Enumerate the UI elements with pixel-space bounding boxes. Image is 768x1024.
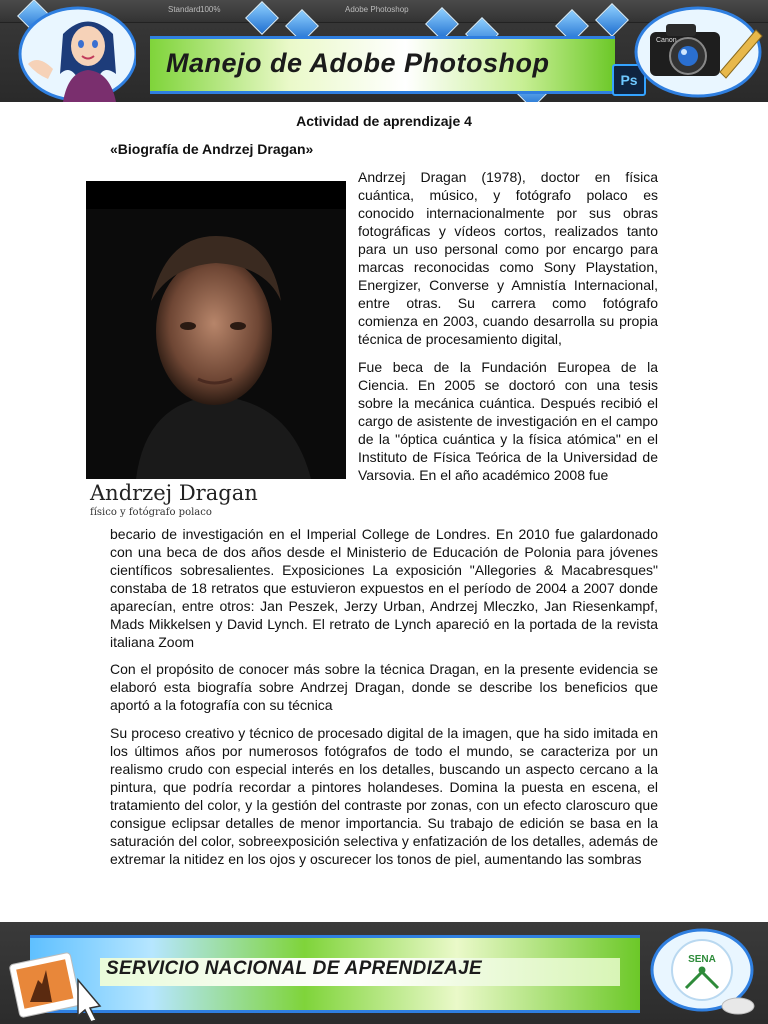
- footer-organization-name: SERVICIO NACIONAL DE APRENDIZAJE: [106, 958, 482, 979]
- full-width-paragraph: [110, 660, 658, 714]
- paragraph: Su proceso creativo y técnico de procesado digital de la imagen, que ha sido imitada en los últimos años por numerosos fotógrafos de todo el mundo, se caracteriza por un realismo crudo con especial interés en los detalles, buscando un aspecto cercano a la pintura, que podría recordar a pintores holandeses. Domina la puesta en escena, el tratamiento del color, y la gestión del contraste por zonas, con un efecto claroscuro que consigue eclipsar detalles de menor importancia. Su trabajo de edición se basa en la saturación del color, sobreexposición selectiva y enfatización de los detalles, además de extremar la nitidez en los ojos y oscurecer los tonos de piel, aumentando las sombras: [110, 725, 658, 867]
- camera-brand-label: Canon: [656, 37, 677, 44]
- paragraph: Andrzej Dragan (1978), doctor en física cuántica, músico, y fotógrafo polaco es conocido internacionalmente por sus obras fotográficas y vídeos cortos, realizados tanto para un uso personal como por encargo para marcas reconocidas como Sony Playstation, Energizer, Converse y Amnistía Internacional, entre otras. Su carrera como fotógrafo comienza en 2003, cuando desarrolla su propia técnica de procesamiento digital,: [358, 169, 658, 347]
- photoshop-logo-icon: Ps: [612, 64, 646, 96]
- biography-title: «Biografía de Andrzej Dragan»: [110, 141, 314, 157]
- sena-logo-label: SENA: [688, 954, 716, 965]
- portrait-photo: [86, 181, 346, 479]
- sena-logo-icon: [640, 926, 760, 1020]
- header-banner: [0, 0, 768, 102]
- full-width-paragraph: [110, 525, 658, 651]
- toolbar-app-title: Adobe Photoshop: [345, 5, 409, 14]
- toolbar-style-label: Standard: [168, 5, 201, 14]
- toolbar-zoom-label: 100%: [200, 5, 221, 14]
- footer-banner: [0, 922, 768, 1024]
- paragraph: becario de investigación en el Imperial College de Londres. En 2010 fue galardonado con una beca de dos años desde el Ministerio de Educación de Polonia para jóvenes científicos sobresalientes. Exposiciones La exposición "Allegories & Macabresques" constaba de 18 retratos que estuvieron expuestos en el período de 2004 a 2007 donde aparecían, entre otros: Jan Peszek, Jerzy Urban, Andrzej Mleczko, Jan Riesenkampf, Mads Mikkelsen y David Lynch. El retrato de Lynch apareció en la portada de la revista italiana Zoom: [110, 526, 658, 650]
- cartoon-woman-avatar-icon: [8, 4, 136, 102]
- header-title: Manejo de Adobe Photoshop: [166, 48, 550, 78]
- right-column-text: [358, 168, 658, 494]
- photo-gallery-icon: [8, 940, 128, 1024]
- full-width-paragraph: [110, 724, 658, 868]
- activity-title: Actividad de aprendizaje 4: [296, 113, 472, 129]
- paragraph: Fue beca de la Fundación Europea de la Ciencia. En 2005 se doctoró con una tesis sobre la mecánica cuántica. Después recibió el cargo de asistente de investigación en el campo de la "óptica cuántica y la física atómica" en el Instituto de Física Teórica de la Universidad de Varsovia. En el año académico 2008 fue: [358, 359, 658, 483]
- photo-caption-subtitle: físico y fotógrafo polaco: [90, 507, 212, 518]
- camera-icon: [628, 2, 768, 100]
- photo-caption-name: Andrzej Dragan: [90, 481, 258, 505]
- paragraph: Con el propósito de conocer más sobre la técnica Dragan, en la presente evidencia se elaboró esta biografía sobre Andrzej Dragan, donde se describe los beneficios que aportó a la fotografía con su técnica: [110, 661, 658, 713]
- header-title-strip: [150, 36, 615, 94]
